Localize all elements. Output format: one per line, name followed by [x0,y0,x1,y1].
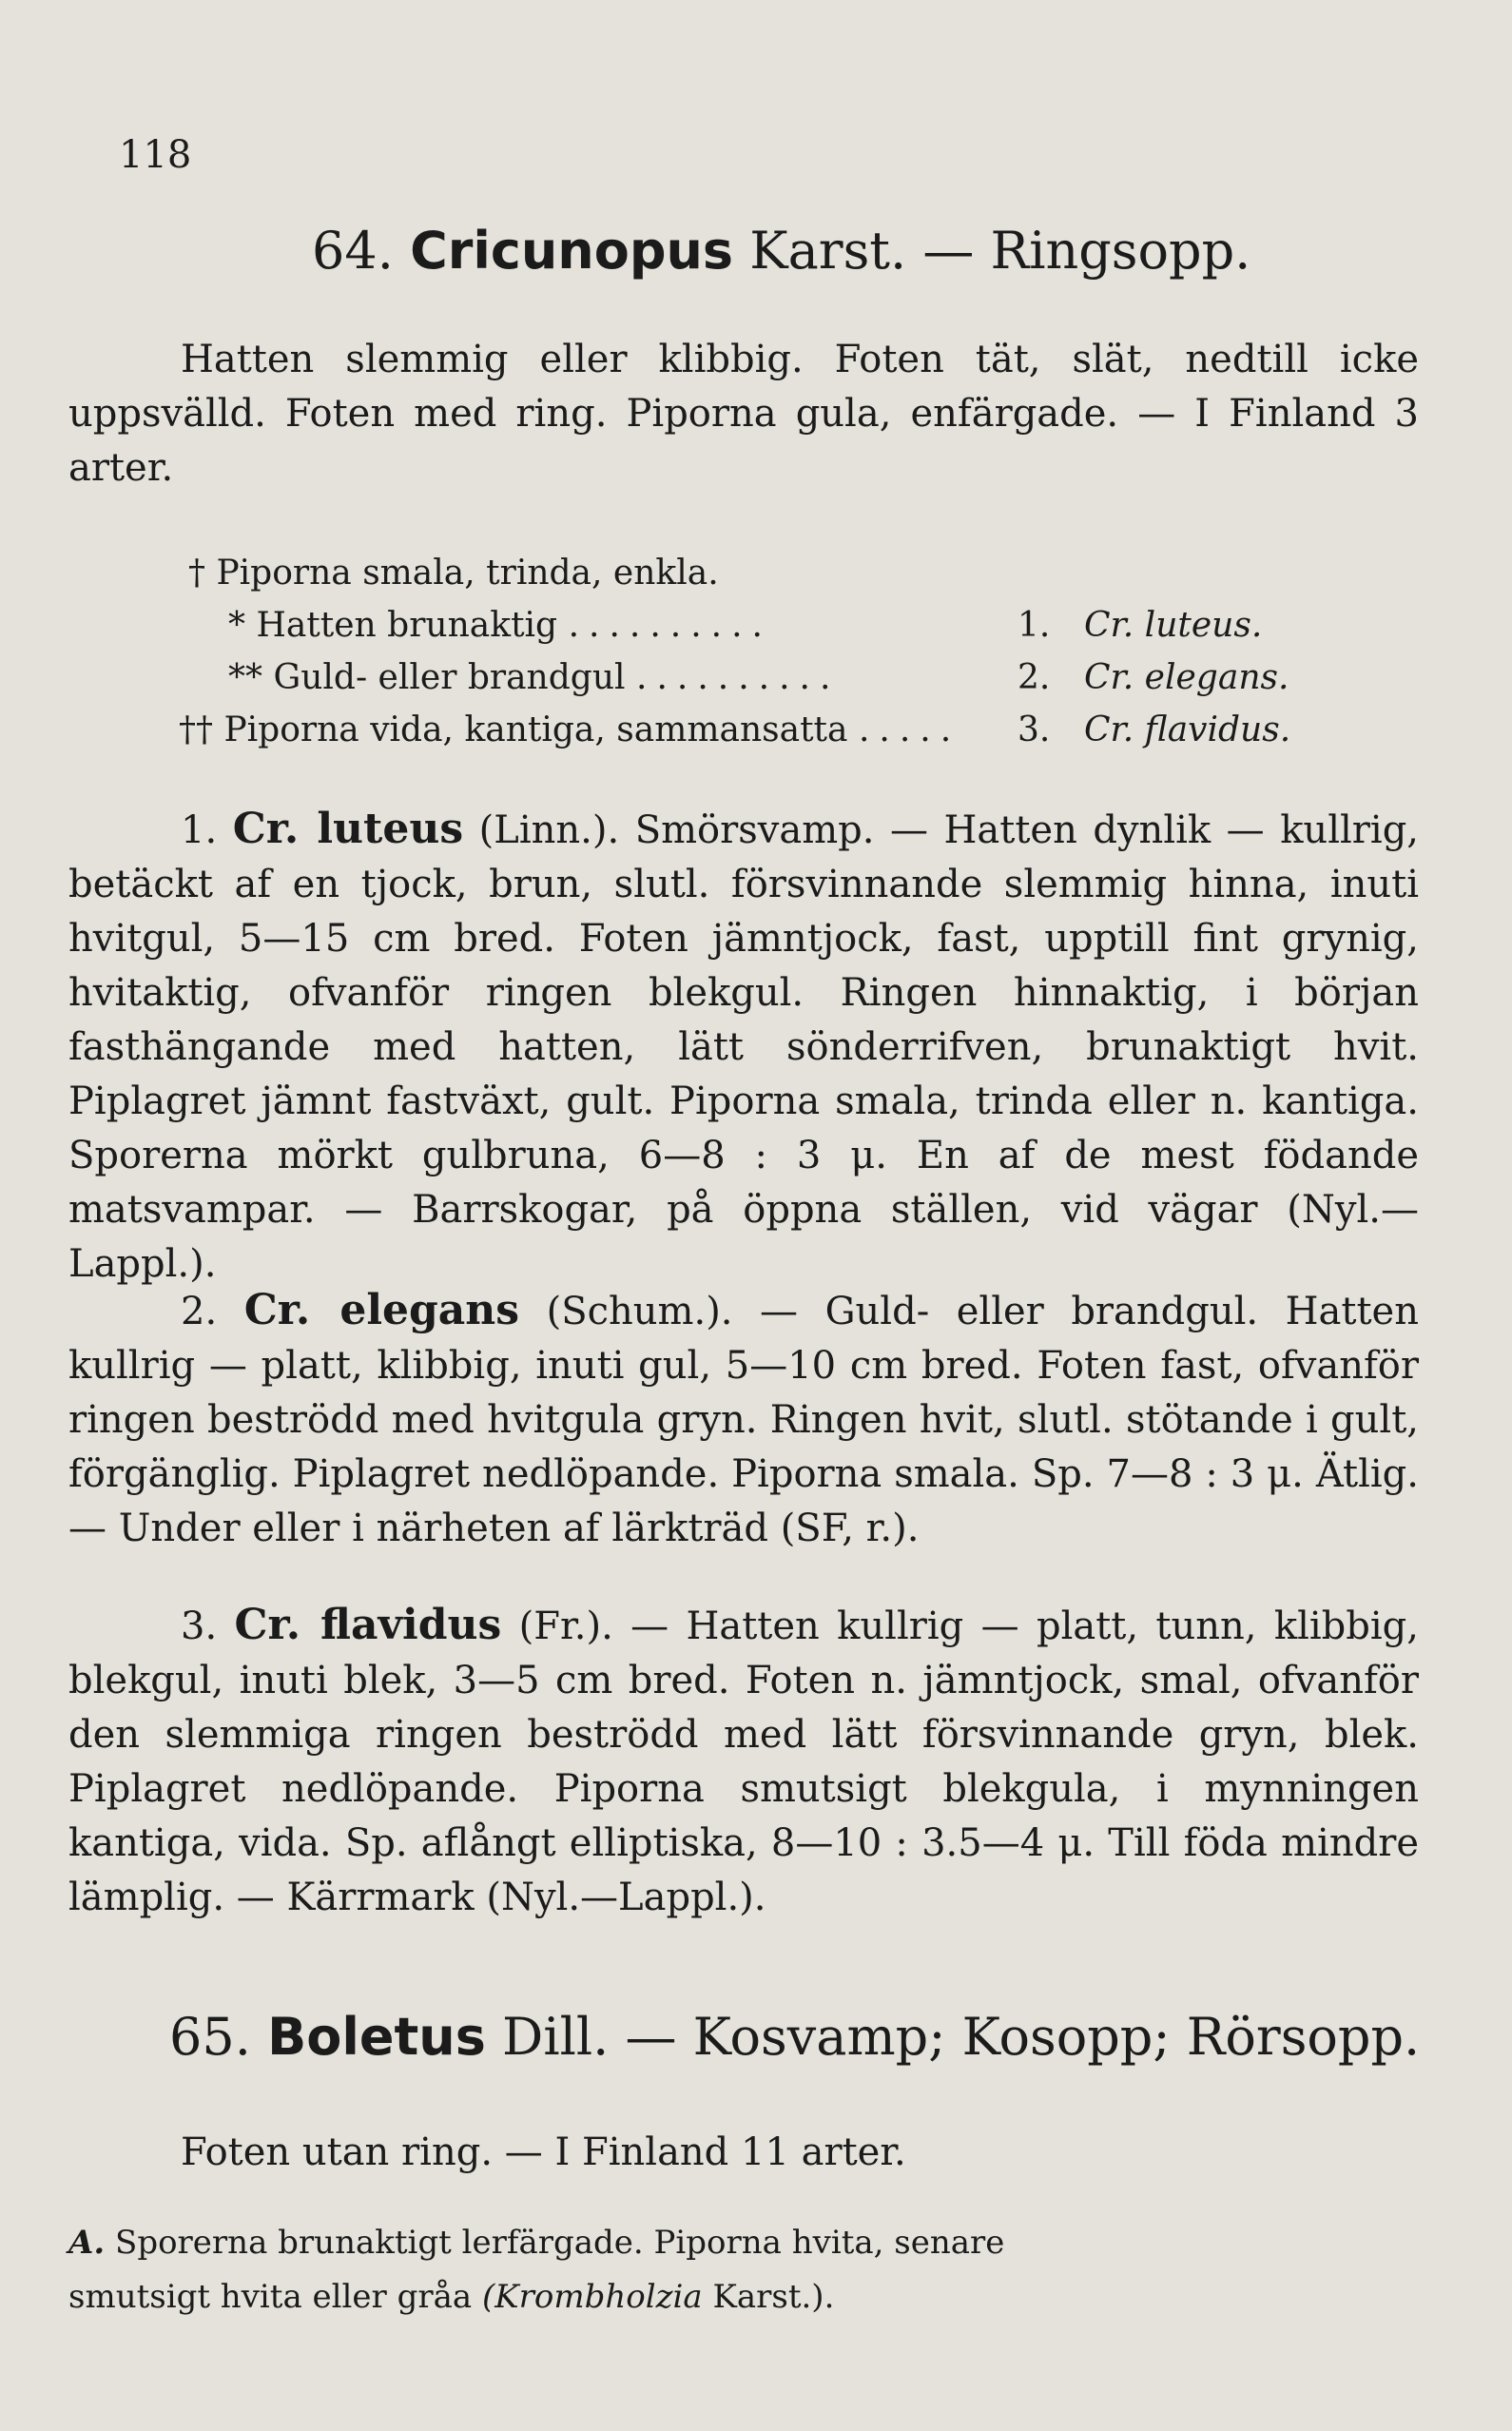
species-name: Cr. luteus [232,805,464,853]
species-description: — Guld- eller brandgul. Hatten kullrig — platt, klibbig, inuti gul, 5—10 cm bred. Foten fast, ofvanför ringen beströdd med hvitgula gryn. Ringen hvit, slutl. stötande i gult, förgänglig. Piplagret nedlöpande. Piporna smala. Sp. 7—8 : 3 μ. Ätlig. — Under eller i närheten af lärkträd (SF, r.). [68,1290,1419,1550]
genus-common-name: Kosvamp; Kosopp; Rörsopp. [692,2007,1421,2067]
heading-dash: — [625,2007,677,2067]
subgroup-text: Sporerna brunaktigt lerfärgade. Piporna hvita, senare smutsigt hvita eller gråa [68,2224,1005,2316]
leader-dots: ..... [858,710,961,749]
genus-author: Karst. [749,221,907,281]
genus-description: Hatten slemmig eller klibbig. Foten tät, slät, nedtill icke uppsvälld. Foten med ring. Piporna gula, enfärgade. — I Finland 3 arter. [68,338,1419,490]
page-number: 118 [119,133,192,177]
key-number: 2. [1018,658,1051,697]
leader-dots: .......... [636,658,841,697]
leader-dots: .......... [568,606,772,645]
genus-author: Dill. [502,2007,610,2067]
subgroup-letter: A. [68,2224,106,2262]
genus-number: 65. [169,2007,251,2067]
heading-dash: — [922,221,975,281]
species-entry [68,1283,1419,1556]
species-name: Cr. elegans [243,1286,520,1334]
subgroup-author: Karst.). [712,2278,835,2316]
subgroup-note [68,2216,1019,2324]
genus-name: Cricunopus [410,221,734,281]
genus-common-name: Ringsopp. [990,221,1251,281]
genus-heading-65 [169,2007,1420,2067]
genus-heading-64 [312,221,1250,281]
key-line: †† Piporna vida, kantiga, sammansatta ..... [179,710,961,749]
species-author: (Schum.). [546,1290,733,1333]
key-number: 3. [1018,710,1051,749]
species-author: (Fr.). [518,1604,613,1648]
species-number: 2. [181,1290,218,1333]
key-number: 1. [1018,606,1051,645]
key-taxon: Cr. elegans. [1084,658,1289,697]
genus-number: 64. [312,221,394,281]
species-name: Cr. flavidus [234,1601,502,1649]
species-description: Smörsvamp. — Hatten dynlik — kullrig, betäckt af en tjock, brun, slutl. försvinnande slemmig hinna, inuti hvitgul, 5—15 cm bred. Foten jämntjock, fast, upptill fint grynig, hvitaktig, ofvanför ringen blekgul. Ringen hinnaktig, i början fasthängande med hatten, lätt sönderrifven, brunaktigt hvit. Piplagret jämnt fastväxt, gult. Piporna smala, trinda eller n. kantiga. Sporerna mörkt gulbruna, 6—8 : 3 μ. En af de mest födande matsvampar. — Barrskogar, på öppna ställen, vid vägar (Nyl.—Lappl.). [68,808,1420,1286]
species-author: (Linn.). [478,808,620,852]
key-line: * Hatten brunaktig .......... [228,606,772,645]
genus-name: Boletus [267,2007,486,2067]
subgroup-taxon: (Krombholzia [481,2278,703,2316]
key-line: ** Guld- eller brandgul .......... [228,658,841,697]
species-number: 1. [181,808,218,852]
key-line: † Piporna smala, trinda, enkla. [188,554,719,593]
species-entry [68,802,1419,1292]
genus-description: Foten utan ring. — I Finland 11 arter. [181,2130,906,2174]
species-entry [68,1598,1419,1925]
species-description: — Hatten kullrig — platt, tunn, klibbig, blekgul, inuti blek, 3—5 cm bred. Foten n. jämntjock, smal, ofvanför den slemmiga ringen beströdd med lätt försvinnande gryn, blek. Piplagret nedlöpande. Piporna smutsigt blekgula, i mynningen kantiga, vida. Sp. aflångt elliptiska, 8—10 : 3.5—4 μ. Till föda mindre lämplig. — Kärrmark (Nyl.—Lappl.). [68,1604,1420,1919]
species-number: 3. [181,1604,218,1648]
key-taxon: Cr. flavidus. [1084,710,1291,749]
key-taxon: Cr. luteus. [1084,606,1263,645]
